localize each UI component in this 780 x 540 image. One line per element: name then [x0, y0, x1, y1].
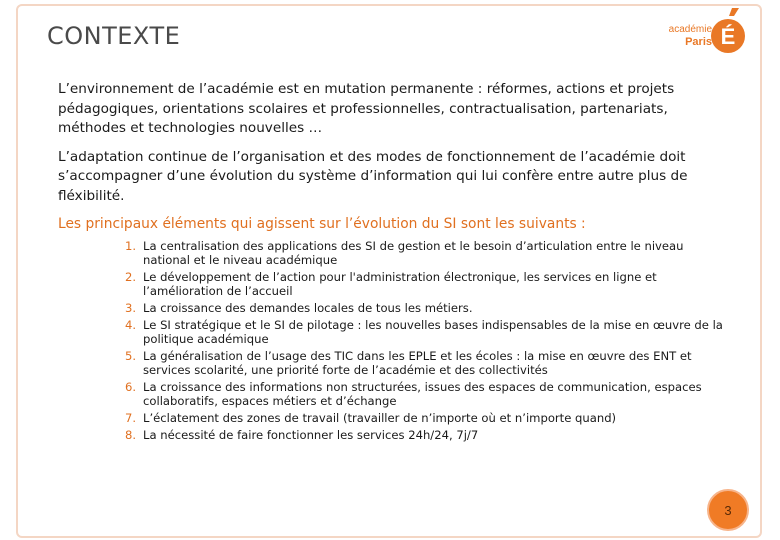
slide-body — [58, 80, 728, 445]
list-number: 4. — [124, 317, 136, 332]
list-item — [108, 318, 728, 346]
list-number: 5. — [124, 348, 136, 363]
list-text: Le développement de l’action pour l'administration électronique, les services en ligne et l’amélioration de l’accueil — [143, 269, 657, 298]
paragraph-adaptation: L’adaptation continue de l’organisation et des modes de fonctionnement de l’académie doit s’accompagner d’une évolution du système d’information qui lui confère entre autre plus de fléxibilité. — [58, 148, 688, 204]
academie-paris-logo — [668, 6, 748, 56]
list-text: Le SI stratégique et le SI de pilotage : les nouvelles bases indispensables de la mise en œuvre de la politique académique — [143, 317, 723, 346]
list-text: La croissance des informations non structurées, issues des espaces de communication, espaces collaboratifs, espaces métiers et d’échange — [143, 379, 702, 408]
logo-mark-letter: É — [720, 24, 736, 49]
list-text: La nécessité de faire fonctionner les services 24h/24, 7j/7 — [143, 427, 479, 442]
slide-title: CONTEXTE — [47, 22, 181, 50]
list-number: 3. — [124, 300, 136, 315]
list-item — [108, 428, 728, 442]
logo-line-paris: Paris — [685, 36, 712, 48]
list-number: 1. — [124, 238, 136, 253]
list-lead: Les principaux éléments qui agissent sur l’évolution du SI sont les suivants : — [58, 216, 586, 232]
list-item — [108, 411, 728, 425]
list-text: L’éclatement des zones de travail (travailler de n’importe où et n’importe quand) — [143, 410, 617, 425]
list-item — [108, 239, 728, 267]
list-item — [108, 380, 728, 408]
list-text: La généralisation de l’usage des TIC dans les EPLE et les écoles : la mise en œuvre des ENT et services scolarité, une priorité forte de l’académie et des collectivités — [143, 348, 692, 377]
list-item — [108, 349, 728, 377]
logo-line-academie: académie — [668, 24, 712, 35]
list-item — [108, 301, 728, 315]
list-text: La centralisation des applications des SI de gestion et le besoin d’articulation entre le niveau national et le niveau académique — [143, 238, 684, 267]
logo-e-mark-icon — [708, 6, 748, 56]
list-item — [108, 270, 728, 298]
list-number: 8. — [124, 427, 136, 442]
page-number-badge: 3 — [707, 489, 749, 531]
list-number: 2. — [124, 269, 136, 284]
list-number: 6. — [124, 379, 136, 394]
list-number: 7. — [124, 410, 136, 425]
paragraph-environment: L’environnement de l’académie est en mutation permanente : réformes, actions et projets pédagogiques, orientations scolaires et professionnelles, contractualisation, partenariats, méthodes et technologies nouvelles … — [58, 81, 675, 136]
elements-list — [58, 239, 728, 442]
list-text: La croissance des demandes locales de tous les métiers. — [143, 300, 473, 315]
